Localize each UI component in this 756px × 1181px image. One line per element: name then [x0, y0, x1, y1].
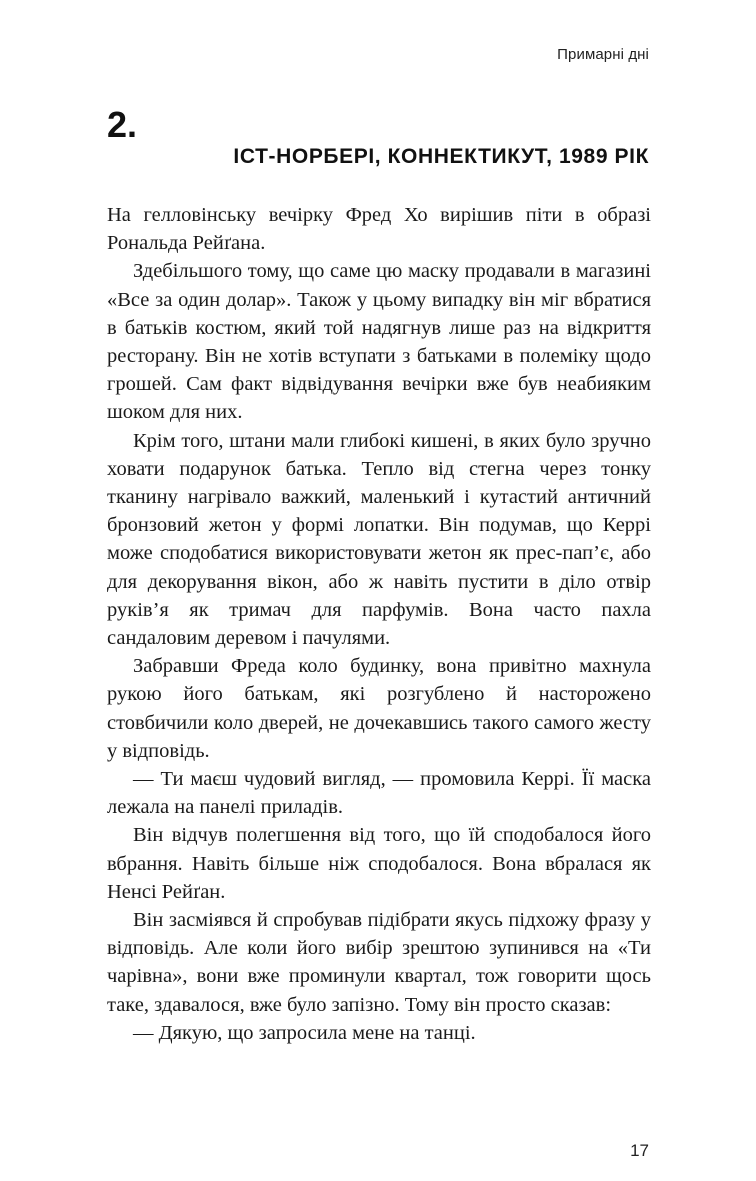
paragraph: Крім того, штани мали глибокі кишені, в яких було зручно ховати подарунок батька. Тепло від стегна через тонку тканину нагрівало важкий, маленький і кутастий античний бронзовий жетон у формі лопатки. Він подумав, що Керрі може сподобатися використовувати жетон як прес-пап’є, або для декорування вікон, або ж навіть пустити в діло отвір руків’я як тримач для парфумів. Вона часто пахла сандаловим деревом і пачулями.	[107, 429, 651, 650]
paragraph: Здебільшого тому, що саме цю маску продавали в магазині «Все за один долар». Також у цьому випадку він міг вбратися в батьків костюм, який той надягнув лише раз на відкриття ресторану. Він не хотів вступати з батьками в полеміку щодо грошей. Сам факт відвідування вечірки вже був неабияким шоком для них.	[107, 260, 651, 424]
dialogue-paragraph: — Ти маєш чудовий вигляд, — промовила Керрі. Її маска лежала на панелі приладів.	[107, 768, 651, 819]
paragraph: Забравши Фреда коло будинку, вона привітно махнула рукою його батькам, які розгублено й настороженo стовбичили коло дверей, не дочекавшись такого самого жесту у відповідь.	[107, 655, 651, 762]
chapter-title: ІСТ-НОРБЕРІ, КОННЕКТИКУТ, 1989 РІК	[233, 145, 649, 168]
paragraph: На гелловінську вечірку Фред Хо вирішив піти в образі Рональда Рейґана.	[107, 204, 651, 255]
dialogue-paragraph: — Дякую, що запросила мене на танці.	[133, 1021, 476, 1044]
paragraph: Він засміявся й спробував підібрати якусь підхожу фразу у відповідь. Але коли його вибір зрештою зупинився на «Ти чарівна», вони вже проминули квартал, тож говорити щось таке, здавалося, вже було запізно. Тому він просто сказав:	[107, 909, 651, 1016]
page-number: 17	[630, 1141, 649, 1160]
running-header: Примарні дні	[557, 46, 649, 63]
paragraph: Він відчув полегшення від того, що їй сподобалося його вбрання. Навіть більше ніж сподобалося. Вона вбралася як Ненсі Рейґан.	[107, 824, 651, 903]
chapter-number: 2.	[107, 104, 138, 145]
body-text	[107, 201, 651, 1047]
